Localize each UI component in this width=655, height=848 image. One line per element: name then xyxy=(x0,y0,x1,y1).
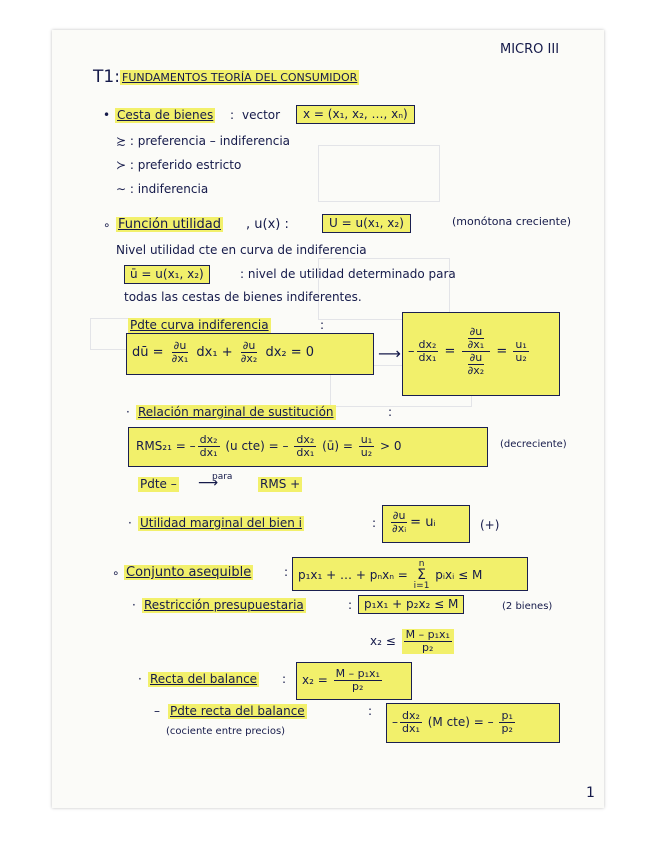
ubar-text2: todas las cestas de bienes indiferentes. xyxy=(124,290,362,304)
dash: – xyxy=(154,704,160,718)
rms-label: Relación marginal de sustitución xyxy=(138,405,334,419)
restriccion-note: (2 bienes) xyxy=(502,601,553,612)
umg-formula: $\frac{\partial u}{\text{∂xᵢ}}$ = uᵢ xyxy=(392,509,436,535)
rms-note: (decreciente) xyxy=(500,439,567,450)
fraction: $\frac{\text{u₁}}{\text{u₂}}$ xyxy=(515,338,527,364)
restriccion-x2: x₂ ≤ $\frac{\text{M – p₁x₁}}{\text{p₂}}$ xyxy=(370,625,456,657)
bullet: · xyxy=(138,672,142,686)
pdte-result: – $\frac{\text{dx₂}}{\text{dx₁}}$ = $\frac{\frac{\partial u}{\text{∂x₁}}}{\frac{\partial u}{\text{∂x₂}}}$ = $\frac{\text{u₁}}{\text{u₂}}$ xyxy=(408,325,527,377)
bullet: · xyxy=(128,516,132,530)
bullet: ∘ xyxy=(112,566,120,580)
course-title: MICRO III xyxy=(500,42,560,57)
recta-formula: x₂ = $\frac{\text{M – p₁x₁}}{\text{p₂}}$ xyxy=(302,667,380,693)
conjunto-formula: p₁x₁ + … + pₙxₙ = n Σ i=1 pᵢxᵢ ≤ M xyxy=(298,559,483,591)
utilidad-line1: Nivel utilidad cte en curva de indiferencia xyxy=(116,243,367,257)
cesta-formula: x = (x₁, x₂, …, xₙ) xyxy=(296,105,415,124)
rms-colon: : xyxy=(388,405,393,419)
arrow-icon: ⟶ xyxy=(198,475,219,491)
umg-colon: : xyxy=(372,516,377,530)
cesta-item: ≿ : preferencia – indiferencia xyxy=(116,134,291,148)
dx2-term: dx₂ = 0 xyxy=(265,345,315,360)
pdte-curva-colon: : xyxy=(320,318,325,332)
rms-pdte: Pdte – xyxy=(140,477,177,491)
section-label: T1: xyxy=(93,67,120,87)
restriccion-label: Restricción presupuestaria xyxy=(144,598,304,612)
section-title: FUNDAMENTOS TEORÍA DEL CONSUMIDOR xyxy=(122,71,358,84)
fraction: $\frac{\text{dx₂}}{\text{dx₁}}$ xyxy=(418,338,437,364)
cesta-vector-word: vector xyxy=(242,108,281,122)
utilidad-formula: U = u(x₁, x₂) xyxy=(322,214,411,233)
page-number: 1 xyxy=(586,785,595,801)
cesta-item: ∼ : indiferencia xyxy=(116,182,209,196)
umg-sign: (+) xyxy=(480,518,500,532)
bleed-through-box xyxy=(318,145,440,202)
sum-symbol: n Σ i=1 xyxy=(413,559,430,591)
utilidad-note: (monótona creciente) xyxy=(452,215,572,228)
recta-colon: : xyxy=(282,672,287,686)
dubar: dū = xyxy=(132,345,168,360)
bullet: ∘ xyxy=(103,218,111,232)
dx1-term: dx₁ + xyxy=(196,345,233,360)
arrow-icon: ⟶ xyxy=(378,344,401,363)
rms-plus: RMS + xyxy=(260,477,301,491)
fraction: $\frac{\partial u}{\text{∂xᵢ}}$ xyxy=(392,509,407,535)
minus: – xyxy=(408,344,415,359)
fraction: $\frac{\text{p₁}}{\text{p₂}}$ xyxy=(501,709,513,735)
ubar-formula: ū = u(x₁, x₂) xyxy=(124,265,210,284)
fraction: $\frac{\text{dx₂}}{\text{dx₁}}$ xyxy=(199,433,218,459)
conjunto-colon: : xyxy=(284,565,289,579)
fraction: $\frac{\text{dx₂}}{\text{dx₁}}$ xyxy=(402,709,420,735)
pdte-curva-formula xyxy=(132,338,314,368)
ubar-text: : nivel de utilidad determinado para xyxy=(240,267,456,281)
fraction: $\frac{\text{u₁}}{\text{u₂}}$ xyxy=(360,433,373,459)
pdte-curva-label: Pdte curva indiferencia xyxy=(130,318,269,332)
cesta-label: Cesta de bienes xyxy=(117,108,214,122)
fraction: $\frac{\partial u}{\text{∂x₂}}$ xyxy=(240,339,258,365)
bullet: · xyxy=(132,598,136,612)
recta-label: Recta del balance xyxy=(150,672,258,686)
utilidad-ux: , u(x) : xyxy=(246,217,289,232)
cociente-note: (cociente entre precios) xyxy=(166,726,286,737)
conjunto-label: Conjunto asequible xyxy=(126,565,252,580)
pdte-recta-colon: : xyxy=(368,704,373,718)
fraction: $\frac{\frac{\partial u}{\text{∂x₁}}}{\frac{\partial u}{\text{∂x₂}}}$ xyxy=(462,326,491,377)
cesta-colon: : xyxy=(230,108,235,122)
fraction: $\frac{\text{dx₂}}{\text{dx₁}}$ xyxy=(296,433,315,459)
bullet: • xyxy=(103,108,111,122)
utilidad-label: Función utilidad xyxy=(118,217,221,232)
restriccion-colon: : xyxy=(348,598,353,612)
fraction: $\frac{\text{M – p₁x₁}}{\text{p₂}}$ xyxy=(335,667,380,693)
rms-formula: RMS₂₁ = – $\frac{\text{dx₂}}{\text{dx₁}}$ (u cte) = – $\frac{\text{dx₂}}{\text{dx₁}}$ (ū) = $\frac{\text{u₁}}{\text{u₂}}$ > 0 xyxy=(136,433,402,459)
pdte-recta-formula: – $\frac{\text{dx₂}}{\text{dx₁}}$ (M cte) = – $\frac{\text{p₁}}{\text{p₂}}$ xyxy=(392,709,513,735)
pdte-recta-label: Pdte recta del balance xyxy=(170,704,305,718)
cesta-item: ≻ : preferido estricto xyxy=(116,158,242,172)
umg-label: Utilidad marginal del bien i xyxy=(140,516,302,530)
para-label: para xyxy=(212,472,233,482)
fraction: $\frac{\partial u}{\text{∂x₁}}$ xyxy=(171,339,189,365)
restriccion-formula: p₁x₁ + p₂x₂ ≤ M xyxy=(358,595,464,614)
bullet: · xyxy=(126,405,130,419)
fraction: $\frac{\text{M – p₁x₁}}{\text{p₂}}$ xyxy=(402,629,454,654)
